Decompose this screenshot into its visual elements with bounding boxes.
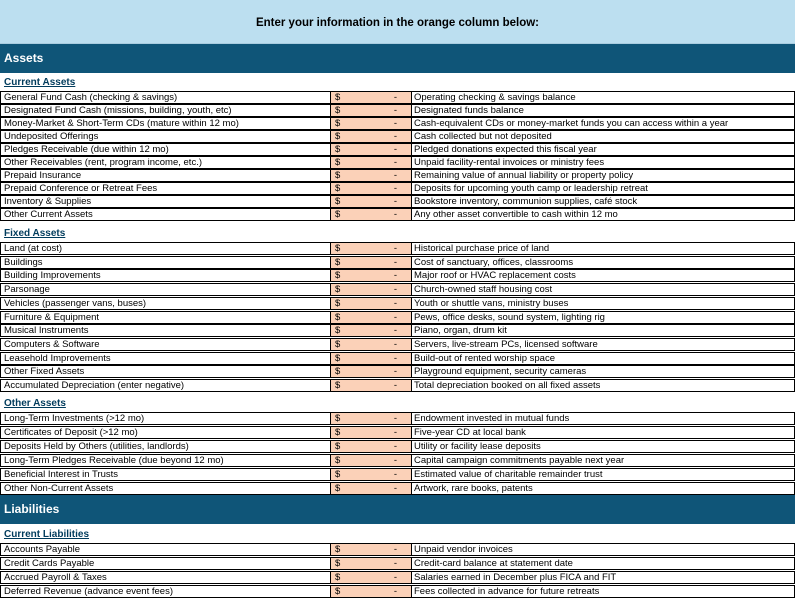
amount-value: - (393, 284, 397, 296)
amount-value: - (393, 270, 397, 282)
row-description: Cost of sanctuary, offices, classrooms (412, 256, 795, 269)
row-description: Cash-equivalent CDs or money-market funds you can access within a year (412, 117, 795, 130)
table-row (0, 283, 795, 296)
row-description: Total depreciation booked on all fixed assets (412, 379, 795, 392)
currency-symbol: $ (335, 270, 341, 282)
amount-input[interactable] (330, 426, 412, 439)
table-row (0, 557, 795, 570)
row-label: Buildings (0, 256, 330, 269)
amount-input[interactable] (330, 557, 412, 570)
row-description: Pledged donations expected this fiscal year (412, 143, 795, 156)
table-row (0, 311, 795, 324)
currency-symbol: $ (335, 256, 341, 268)
table-row (0, 352, 795, 365)
row-description: Credit-card balance at statement date (412, 557, 795, 570)
amount-value: - (393, 105, 397, 116)
amount-input[interactable] (330, 269, 412, 282)
row-label: Credit Cards Payable (0, 557, 330, 570)
row-label: Parsonage (0, 283, 330, 296)
currency-symbol: $ (335, 338, 341, 350)
row-label: Other Receivables (rent, program income, etc.) (0, 156, 330, 169)
amount-value: - (393, 118, 397, 129)
table-row (0, 585, 795, 598)
instruction-banner (0, 0, 795, 44)
row-description: Utility or facility lease deposits (412, 440, 795, 453)
row-label: Certificates of Deposit (>12 mo) (0, 426, 330, 439)
amount-value: - (393, 572, 397, 583)
banner-text: Enter your information in the orange column below: (255, 17, 540, 29)
amount-input[interactable] (330, 195, 412, 208)
currency-symbol: $ (335, 170, 341, 181)
amount-input[interactable] (330, 379, 412, 392)
row-label: Designated Fund Cash (missions, building, youth, etc) (0, 104, 330, 117)
currency-symbol: $ (335, 105, 341, 116)
table-row (0, 426, 795, 439)
row-label: Leasehold Improvements (0, 352, 330, 365)
row-description: Historical purchase price of land (412, 242, 795, 255)
row-label: Computers & Software (0, 338, 330, 351)
amount-input[interactable] (330, 117, 412, 130)
amount-value: - (393, 144, 397, 155)
amount-value: - (393, 558, 397, 569)
amount-value: - (393, 483, 397, 494)
row-label: Pledges Receivable (due within 12 mo) (0, 143, 330, 156)
table-row (0, 379, 795, 392)
amount-input[interactable] (330, 169, 412, 182)
amount-value: - (393, 366, 397, 378)
amount-value: - (393, 427, 397, 438)
row-description: Remaining value of annual liability or property policy (412, 169, 795, 182)
row-description: Estimated value of charitable remainder trust (412, 468, 795, 481)
currency-symbol: $ (335, 427, 341, 438)
row-description: Endowment invested in mutual funds (412, 412, 795, 425)
amount-input[interactable] (330, 571, 412, 584)
table-row (0, 440, 795, 453)
currency-symbol: $ (335, 572, 341, 583)
currency-symbol: $ (335, 558, 341, 569)
currency-symbol: $ (335, 366, 341, 378)
row-description: Unpaid vendor invoices (412, 543, 795, 556)
row-label: Land (at cost) (0, 242, 330, 255)
amount-value: - (393, 131, 397, 142)
amount-value: - (393, 455, 397, 466)
row-description: Youth or shuttle vans, ministry buses (412, 297, 795, 310)
section-header-liabilities: Liabilities (0, 495, 795, 524)
amount-input[interactable] (330, 482, 412, 495)
amount-input[interactable] (330, 454, 412, 467)
row-description: Bookstore inventory, communion supplies, café stock (412, 195, 795, 208)
row-description: Designated funds balance (412, 104, 795, 117)
currency-symbol: $ (335, 544, 341, 555)
row-label: General Fund Cash (checking & savings) (0, 91, 330, 104)
row-label: Other Non-Current Assets (0, 482, 330, 495)
currency-symbol: $ (335, 209, 341, 220)
amount-input[interactable] (330, 543, 412, 556)
table-row (0, 104, 795, 117)
amount-value: - (393, 352, 397, 364)
amount-value: - (393, 297, 397, 309)
amount-input[interactable] (330, 283, 412, 296)
table-row (0, 242, 795, 255)
currency-symbol: $ (335, 380, 341, 391)
group-title-other-assets: Other Assets (4, 398, 66, 409)
amount-input[interactable] (330, 182, 412, 195)
row-label: Deposits Held by Others (utilities, landlords) (0, 440, 330, 453)
amount-value: - (393, 441, 397, 452)
amount-input[interactable] (330, 143, 412, 156)
row-label: Building Improvements (0, 269, 330, 282)
table-row (0, 208, 795, 221)
table-row (0, 324, 795, 337)
table-row (0, 571, 795, 584)
amount-value: - (393, 196, 397, 207)
amount-value: - (393, 544, 397, 555)
currency-symbol: $ (335, 243, 341, 254)
currency-symbol: $ (335, 352, 341, 364)
currency-symbol: $ (335, 297, 341, 309)
currency-symbol: $ (335, 131, 341, 142)
amount-input[interactable] (330, 130, 412, 143)
table-row (0, 143, 795, 156)
row-description: Any other asset convertible to cash within 12 mo (412, 208, 795, 221)
currency-symbol: $ (335, 92, 341, 103)
row-label: Deferred Revenue (advance event fees) (0, 585, 330, 598)
table-row (0, 468, 795, 481)
table-row (0, 269, 795, 282)
row-label: Inventory & Supplies (0, 195, 330, 208)
table-row (0, 91, 795, 104)
amount-value: - (393, 256, 397, 268)
table-row (0, 117, 795, 130)
table-row (0, 543, 795, 556)
amount-input[interactable] (330, 440, 412, 453)
row-label: Vehicles (passenger vans, buses) (0, 297, 330, 310)
amount-value: - (393, 586, 397, 597)
table-row (0, 365, 795, 378)
table-row (0, 169, 795, 182)
section-header-assets: Assets (0, 44, 795, 73)
row-description: Cash collected but not deposited (412, 130, 795, 143)
currency-symbol: $ (335, 325, 341, 337)
table-row (0, 482, 795, 495)
row-description: Unpaid facility-rental invoices or ministry fees (412, 156, 795, 169)
amount-input[interactable] (330, 412, 412, 425)
row-description: Salaries earned in December plus FICA and FIT (412, 571, 795, 584)
amount-input[interactable] (330, 91, 412, 104)
table-row (0, 338, 795, 351)
amount-input[interactable] (330, 338, 412, 351)
amount-value: - (393, 311, 397, 323)
amount-input[interactable] (330, 297, 412, 310)
amount-input[interactable] (330, 585, 412, 598)
row-description: Five-year CD at local bank (412, 426, 795, 439)
currency-symbol: $ (335, 483, 341, 494)
row-label: Prepaid Conference or Retreat Fees (0, 182, 330, 195)
row-label: Other Current Assets (0, 208, 330, 221)
group-title-current-liabilities: Current Liabilities (4, 529, 90, 540)
amount-input[interactable] (330, 365, 412, 378)
row-label: Other Fixed Assets (0, 365, 330, 378)
currency-symbol: $ (335, 144, 341, 155)
row-description: Playground equipment, security cameras (412, 365, 795, 378)
amount-input[interactable] (330, 104, 412, 117)
row-label: Accumulated Depreciation (enter negative) (0, 379, 330, 392)
row-label: Furniture & Equipment (0, 311, 330, 324)
amount-input[interactable] (330, 242, 412, 255)
row-label: Undeposited Offerings (0, 130, 330, 143)
amount-value: - (393, 380, 397, 391)
table-row (0, 182, 795, 195)
amount-value: - (393, 243, 397, 254)
table-row (0, 130, 795, 143)
currency-symbol: $ (335, 455, 341, 466)
currency-symbol: $ (335, 284, 341, 296)
row-label: Musical Instruments (0, 324, 330, 337)
row-description: Artwork, rare books, patents (412, 482, 795, 495)
amount-input[interactable] (330, 208, 412, 221)
table-row (0, 156, 795, 169)
amount-value: - (393, 325, 397, 337)
row-label: Money-Market & Short-Term CDs (mature within 12 mo) (0, 117, 330, 130)
row-label: Accrued Payroll & Taxes (0, 571, 330, 584)
row-description: Deposits for upcoming youth camp or leadership retreat (412, 182, 795, 195)
group-title-current-assets: Current Assets (4, 77, 76, 88)
currency-symbol: $ (335, 586, 341, 597)
currency-symbol: $ (335, 183, 341, 194)
amount-value: - (393, 170, 397, 181)
row-description: Build-out of rented worship space (412, 352, 795, 365)
amount-value: - (393, 92, 397, 103)
row-label: Long-Term Pledges Receivable (due beyond 12 mo) (0, 454, 330, 467)
table-row (0, 195, 795, 208)
row-label: Prepaid Insurance (0, 169, 330, 182)
row-label: Accounts Payable (0, 543, 330, 556)
amount-input[interactable] (330, 156, 412, 169)
row-description: Servers, live-stream PCs, licensed software (412, 338, 795, 351)
row-description: Piano, organ, drum kit (412, 324, 795, 337)
row-description: Operating checking & savings balance (412, 91, 795, 104)
row-description: Major roof or HVAC replacement costs (412, 269, 795, 282)
amount-input[interactable] (330, 324, 412, 337)
row-label: Long-Term Investments (>12 mo) (0, 412, 330, 425)
group-title-fixed-assets: Fixed Assets (4, 228, 66, 239)
table-row (0, 412, 795, 425)
currency-symbol: $ (335, 311, 341, 323)
row-description: Pews, office desks, sound system, lighting rig (412, 311, 795, 324)
amount-input[interactable] (330, 256, 412, 269)
table-row (0, 454, 795, 467)
table-row (0, 256, 795, 269)
amount-value: - (393, 469, 397, 480)
table-row (0, 297, 795, 310)
currency-symbol: $ (335, 118, 341, 129)
row-description: Fees collected in advance for future retreats (412, 585, 795, 598)
currency-symbol: $ (335, 413, 341, 424)
amount-input[interactable] (330, 352, 412, 365)
row-label: Beneficial Interest in Trusts (0, 468, 330, 481)
amount-value: - (393, 209, 397, 220)
currency-symbol: $ (335, 469, 341, 480)
currency-symbol: $ (335, 441, 341, 452)
row-description: Church-owned staff housing cost (412, 283, 795, 296)
currency-symbol: $ (335, 157, 341, 168)
currency-symbol: $ (335, 196, 341, 207)
amount-value: - (393, 183, 397, 194)
row-description: Capital campaign commitments payable next year (412, 454, 795, 467)
amount-input[interactable] (330, 311, 412, 324)
amount-value: - (393, 338, 397, 350)
amount-input[interactable] (330, 468, 412, 481)
amount-value: - (393, 413, 397, 424)
amount-value: - (393, 157, 397, 168)
